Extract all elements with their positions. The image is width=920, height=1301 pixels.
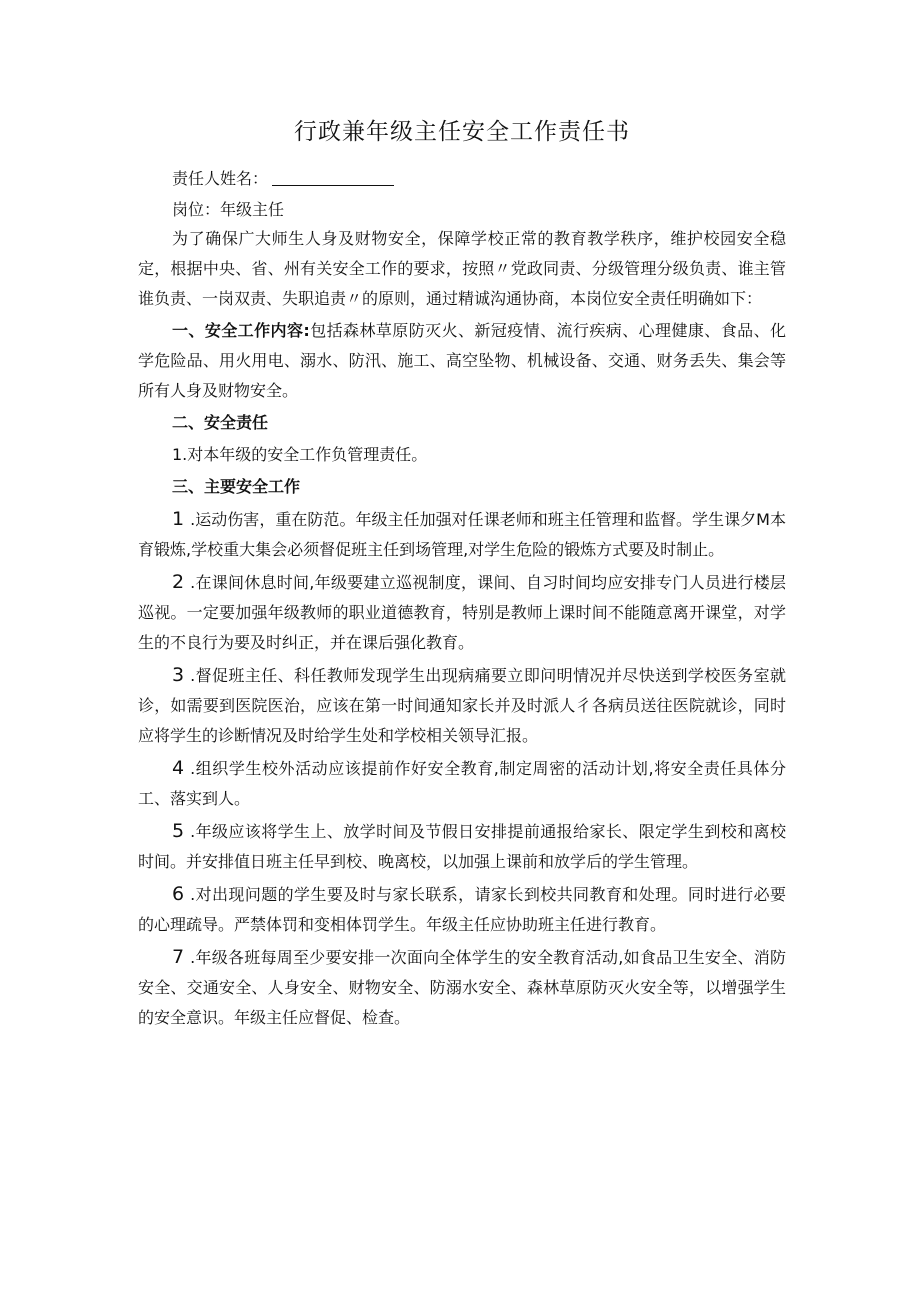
- section1-heading: 一、安全工作内容:: [172, 321, 310, 340]
- section2-heading: 二、安全责任: [172, 413, 269, 432]
- section3-heading: 三、主要安全工作: [172, 477, 301, 496]
- document-page: [138, 114, 786, 1035]
- intro-paragraph: 为了确保广大师生人身及财物安全，保障学校正常的教育教学秩序，维护校园安全稳定，根据中央、省、州有关安全工作的要求，按照〃党政同责、分级管理分级负责、谁主管谁负责、一岗双责、失职追责〃的原则，通过精诚沟通协商，本岗位安全责任明确如下：: [138, 229, 786, 308]
- name-label: 责任人姓名：: [172, 169, 269, 188]
- item-text: .运动伤害，重在防范。年级主任加强对任课老师和班主任管理和监督。学生课夕M本育锻炼,学校重大集会必须督促班主任到场管理,对学生危险的锻炼方式要及时制止。: [138, 510, 786, 559]
- item-text: .督促班主任、科任教师发现学生出现病痛要立即问明情况并尽快送到学校医务室就诊，如需要到医院医治，应该在第一时间通知家长并及时派人彳各病员送往医院就诊，同时应将学生的诊断情况及时给学生处和学校相关领导汇报。: [138, 666, 786, 745]
- section2-item-1: 1.对本年级的安全工作负管理责任。: [172, 445, 428, 464]
- item-text: .组织学生校外活动应该提前作好安全教育,制定周密的活动计划,将安全责任具体分工、落实到人。: [138, 759, 786, 808]
- item-number: 6: [172, 883, 191, 905]
- name-field-line: [138, 164, 786, 193]
- item-text: .对出现问题的学生要及时与家长联系，请家长到校共同教育和处理。同时进行必要的心理疏导。严禁体罚和变相体罚学生。年级主任应协助班主任进行教育。: [138, 885, 786, 934]
- section1-paragraph: [138, 316, 786, 406]
- item-text: .年级各班每周至少要安排一次面向全体学生的安全教育活动,如食品卫生安全、消防安全、交通安全、人身安全、财物安全、防溺水安全、森林草原防灭火安全等，以增强学生的安全意识。年级主任应督促、检查。: [138, 948, 786, 1027]
- name-blank-underline: [272, 169, 394, 186]
- item-number: 2: [172, 571, 191, 593]
- section3-item-1: [138, 504, 786, 565]
- item-number: 7: [172, 946, 191, 968]
- item-text: .年级应该将学生上、放学时间及节假日安排提前通报给家长、限定学生到校和离校时间。并安排值日班主任早到校、晚离校，以加强上课前和放学后的学生管理。: [138, 822, 786, 871]
- section3-item-3: [138, 660, 786, 751]
- section3-item-4: [138, 753, 786, 814]
- section1-text: 包括森林草原防灭火、新冠疫情、流行疾病、心理健康、食品、化学危险品、用火用电、溺水、防汛、施工、高空坠物、机械设备、交通、财务丢失、集会等所有人身及财物安全。: [138, 321, 786, 400]
- section3-item-5: [138, 816, 786, 877]
- position-line: 岗位：年级主任: [172, 200, 285, 219]
- document-title: 行政兼年级主任安全工作责任书: [294, 119, 630, 145]
- section3-item-6: [138, 879, 786, 940]
- section3-item-2: [138, 567, 786, 658]
- item-text: .在课间休息时间,年级要建立巡视制度，课间、自习时间均应安排专门人员进行楼层巡视。一定要加强年级教师的职业道德教育，特别是教师上课时间不能随意离开课堂，对学生的不良行为要及时纠正，并在课后强化教育。: [138, 573, 786, 652]
- section3-item-7: [138, 942, 786, 1033]
- item-number: 4: [172, 757, 191, 779]
- item-number: 1: [172, 508, 191, 530]
- item-number: 3: [172, 664, 191, 686]
- item-number: 5: [172, 820, 191, 842]
